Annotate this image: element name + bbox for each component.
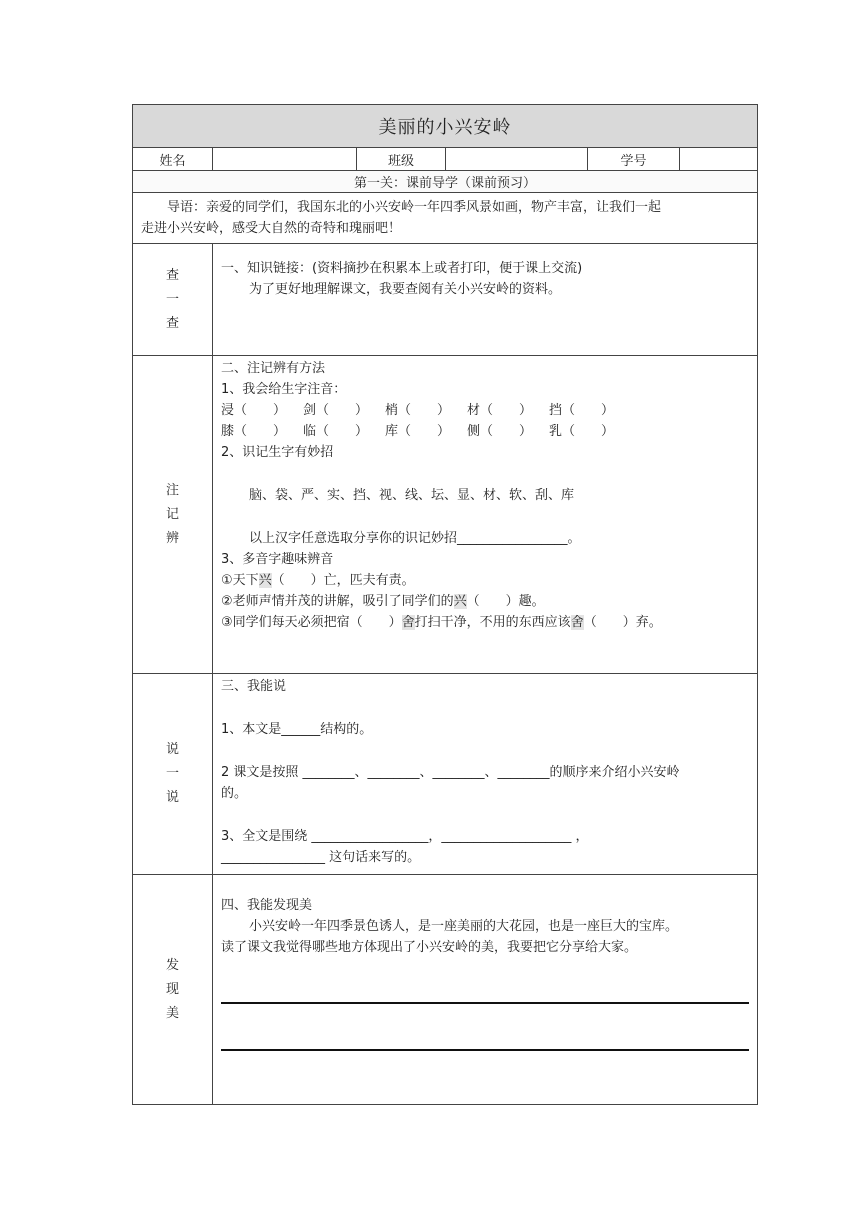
section-4-char-1: 发 <box>165 957 179 973</box>
answer-blank[interactable]: ③同学们每天必须把宿（ ） <box>221 615 402 630</box>
pinyin-item[interactable]: 膝（ ） <box>221 424 287 439</box>
intro-line-2: 走进小兴安岭，感受大自然的奇特和瑰丽吧！ <box>141 221 402 236</box>
stage-heading: 第一关：课前导学（课前预习） <box>133 171 758 193</box>
polyphone-question-2: ②老师声情并茂的讲解，吸引了同学们的兴（ ）趣。 <box>221 594 545 609</box>
pinyin-row-1 <box>221 400 749 421</box>
section-2-body <box>213 356 758 674</box>
section-1-char-2: 一 <box>165 291 179 307</box>
pinyin-subheading: 1、我会给生字注音： <box>221 382 347 397</box>
structure-question[interactable]: 1、本文是______结构的。 <box>221 722 373 737</box>
worksheet-title: 美丽的小兴安岭 <box>133 105 758 148</box>
polyphone-question-3: ③同学们每天必须把宿（ ）舍打扫干净，不用的东西应该舍（ ）弃。 <box>221 615 662 630</box>
student-id-label: 学号 <box>588 148 680 171</box>
order-question[interactable]: 2 课文是按照 ________、________、________、________的顺序来介绍小兴安岭 <box>221 765 680 780</box>
section-2-heading: 二、注记辨有方法 <box>221 361 326 376</box>
section-4-char-3: 美 <box>165 1005 179 1021</box>
class-label: 班级 <box>357 148 446 171</box>
intro-text <box>133 193 758 244</box>
pinyin-item[interactable]: 临（ ） <box>303 424 369 439</box>
answer-blank[interactable]: （ ）弃。 <box>583 615 662 630</box>
section-3-char-2: 一 <box>165 766 179 781</box>
section-3-char-1: 说 <box>165 742 179 757</box>
highlight-char: 兴 <box>453 594 467 609</box>
section-4-label <box>133 875 213 1105</box>
answer-blank[interactable]: （ ）趣。 <box>466 594 545 609</box>
pinyin-item[interactable]: 挡（ ） <box>549 403 615 418</box>
section-4-paragraph-1: 小兴安岭一年四季景色诱人，是一座美丽的大花园，也是一座巨大的宝库。 <box>249 919 679 934</box>
answer-blank[interactable]: （ ）亡，匹夫有责。 <box>271 573 415 588</box>
class-field[interactable] <box>446 148 588 171</box>
pinyin-item[interactable]: 浸（ ） <box>221 403 287 418</box>
student-id-field[interactable] <box>680 148 758 171</box>
theme-question-end[interactable]: ________________ 这句话来写的。 <box>221 850 421 865</box>
character-list: 脑、袋、严、实、挡、视、线、坛、显、材、软、刮、库 <box>249 488 575 503</box>
polyphone-subheading: 3、多音字趣味辨音 <box>221 552 334 567</box>
section-1-body <box>213 244 758 356</box>
worksheet <box>132 104 757 1105</box>
section-4-heading: 四、我能发现美 <box>221 898 313 913</box>
pinyin-row-2 <box>221 421 749 442</box>
section-3-heading: 三、我能说 <box>221 679 287 694</box>
pinyin-item[interactable]: 乳（ ） <box>549 424 615 439</box>
pinyin-item[interactable]: 库（ ） <box>385 424 451 439</box>
section-4-body <box>213 875 758 1105</box>
highlight-char: 舍 <box>570 615 584 630</box>
intro-line-1: 导语：亲爱的同学们，我国东北的小兴安岭一年四季风景如画，物产丰富，让我们一起 <box>167 200 662 215</box>
answer-line-2[interactable] <box>221 1049 749 1051</box>
section-2-char-2: 记 <box>165 506 179 522</box>
section-3-char-3: 说 <box>165 790 179 805</box>
section-1-char-1: 查 <box>165 267 179 283</box>
pinyin-item[interactable]: 剑（ ） <box>303 403 369 418</box>
section-1-char-3: 查 <box>165 315 179 331</box>
section-1-text: 为了更好地理解课文，我要查阅有关小兴安岭的资料。 <box>249 282 562 297</box>
pinyin-item[interactable]: 材（ ） <box>467 403 533 418</box>
worksheet-table <box>132 104 758 1105</box>
section-4-paragraph-2: 读了课文我觉得哪些地方体现出了小兴安岭的美，我要把它分享给大家。 <box>221 940 638 955</box>
section-3-body <box>213 674 758 875</box>
name-label: 姓名 <box>133 148 213 171</box>
section-1-heading: 一、知识链接：(资料摘抄在积累本上或者打印，便于课上交流) <box>221 261 583 276</box>
order-question-end: 的。 <box>221 786 248 801</box>
section-2-char-1: 注 <box>165 482 179 498</box>
polyphone-question-1: ①天下兴（ ）亡，匹夫有责。 <box>221 573 415 588</box>
memory-subheading: 2、识记生字有妙招 <box>221 445 334 460</box>
share-prompt: 以上汉字任意选取分享你的识记妙招_________________。 <box>249 531 581 546</box>
name-field[interactable] <box>213 148 357 171</box>
section-2-label <box>133 356 213 674</box>
section-4-char-2: 现 <box>165 981 179 997</box>
pinyin-item[interactable]: 梢（ ） <box>385 403 451 418</box>
section-2-char-3: 辨 <box>165 530 179 546</box>
highlight-char: 舍 <box>401 615 415 630</box>
pinyin-item[interactable]: 侧（ ） <box>467 424 533 439</box>
section-3-label <box>133 674 213 875</box>
section-1-label <box>133 244 213 356</box>
theme-question[interactable]: 3、全文是围绕 __________________，____________________ ， <box>221 829 589 844</box>
highlight-char: 兴 <box>258 573 272 588</box>
